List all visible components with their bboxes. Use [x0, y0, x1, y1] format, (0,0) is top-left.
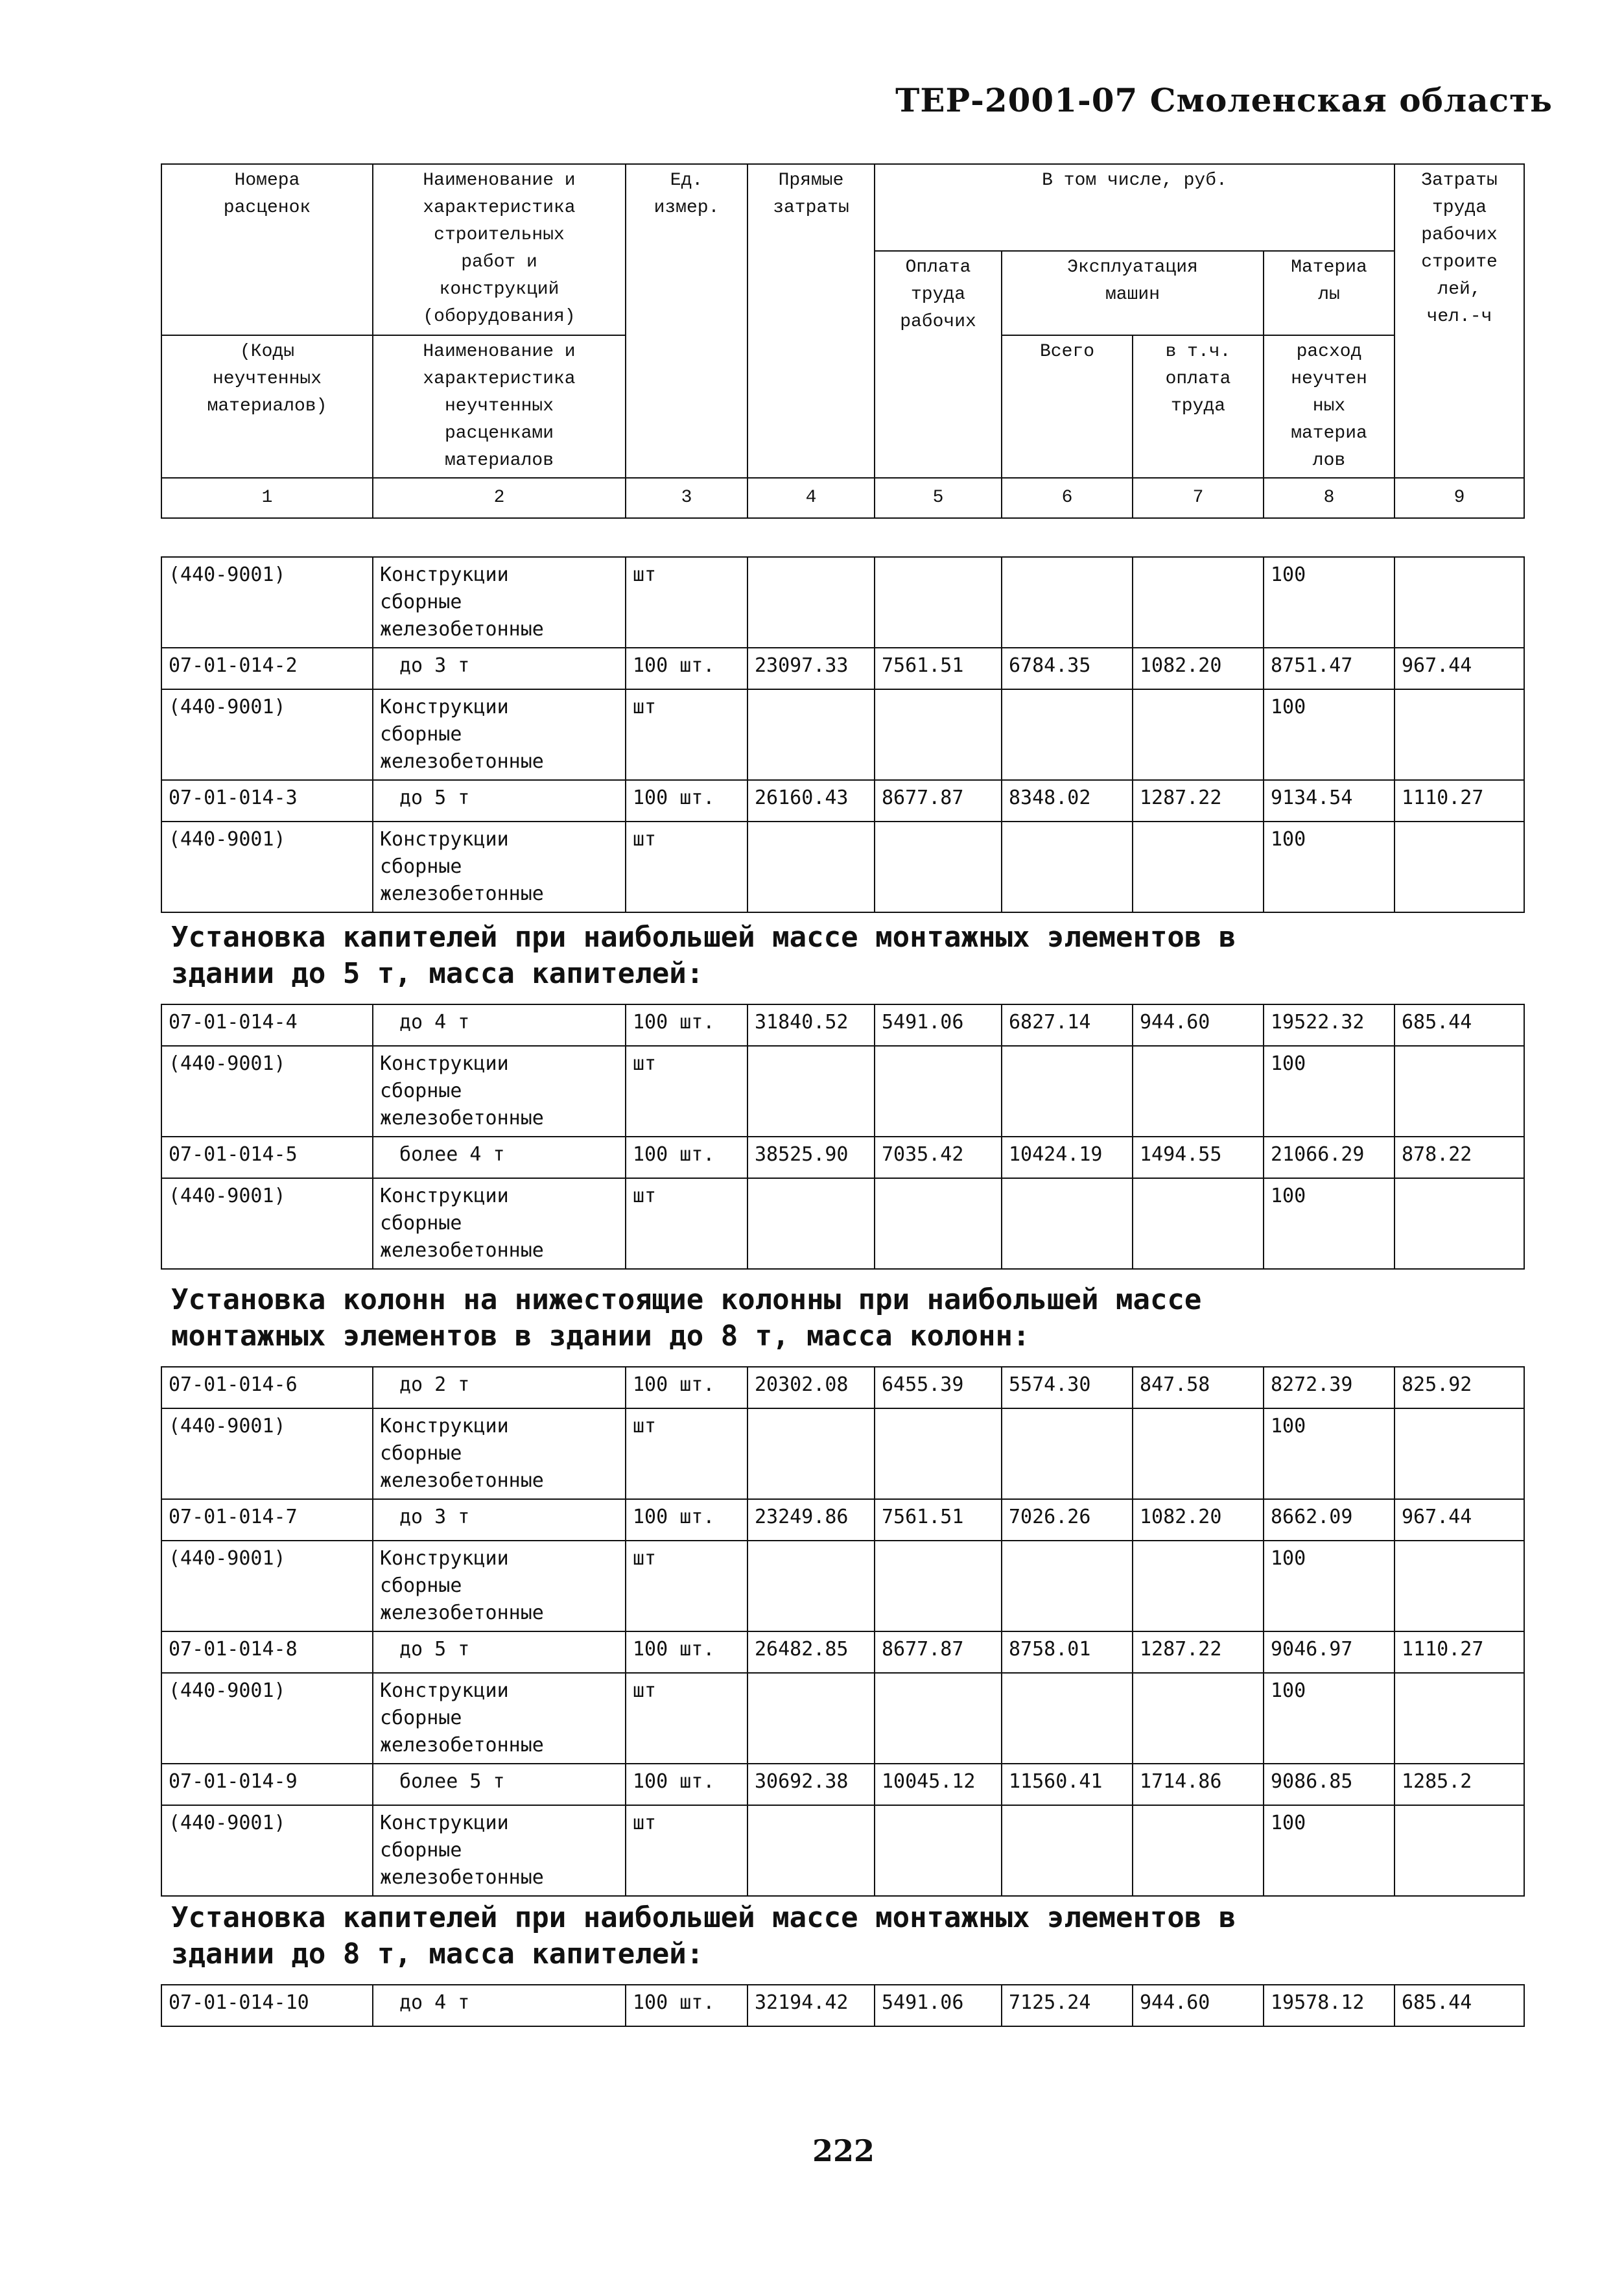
hours-cell: 825.92: [1395, 1367, 1524, 1408]
mach-cell: 7125.24: [1002, 1985, 1133, 2026]
work-name-cell: до 5 т: [373, 780, 626, 822]
rate-row: [161, 1499, 1524, 1541]
material-row: [161, 1408, 1524, 1499]
unit-cell: 100 шт.: [626, 1004, 747, 1046]
material-name-line: железобетонные: [380, 1107, 544, 1130]
material-name-line: Конструкции: [380, 1052, 509, 1075]
work-name-cell: до 5 т: [373, 1631, 626, 1673]
empty-cell: [1395, 1673, 1524, 1764]
empty-cell: [747, 1541, 875, 1631]
material-name-line: сборные: [380, 1442, 462, 1465]
code-cell: (440-9001): [161, 689, 373, 780]
unit-cell: 100 шт.: [626, 648, 747, 689]
unit-cell: 100 шт.: [626, 780, 747, 822]
rate-row: [161, 1985, 1524, 2026]
materials-cell: 8272.39: [1264, 1367, 1395, 1408]
material-name-line: Конструкции: [380, 1185, 509, 1207]
empty-cell: [875, 1046, 1002, 1137]
mach-labor-cell: 1082.20: [1133, 1499, 1264, 1541]
material-unit-cell: шт: [626, 689, 747, 780]
material-name-line: сборные: [380, 1839, 462, 1862]
material-name-cell: [373, 689, 626, 780]
mach-cell: 8348.02: [1002, 780, 1133, 822]
empty-cell: [1002, 822, 1133, 912]
empty-cell: [747, 1178, 875, 1269]
mach-cell: 5574.30: [1002, 1367, 1133, 1408]
labor-cell: 7035.42: [875, 1137, 1002, 1178]
mach-cell: 11560.41: [1002, 1764, 1133, 1805]
running-title: ТЕР-2001-07 Смоленская область: [895, 81, 1553, 119]
code-cell: 07-01-014-3: [161, 780, 373, 822]
empty-cell: [1395, 1408, 1524, 1499]
material-name-line: железобетонные: [380, 1734, 544, 1757]
material-name-line: железобетонные: [380, 1866, 544, 1889]
materials-cell: 8751.47: [1264, 648, 1395, 689]
material-name-line: железобетонные: [380, 750, 544, 773]
mach-labor-cell: 1287.22: [1133, 780, 1264, 822]
material-amount-cell: 100: [1264, 557, 1395, 648]
direct-cell: 26160.43: [747, 780, 875, 822]
hours-cell: 685.44: [1395, 1985, 1524, 2026]
labor-cell: 7561.51: [875, 648, 1002, 689]
material-row: [161, 1673, 1524, 1764]
material-name-cell: [373, 822, 626, 912]
material-name-line: сборные: [380, 1707, 462, 1729]
code-cell: (440-9001): [161, 822, 373, 912]
code-cell: 07-01-014-9: [161, 1764, 373, 1805]
material-unit-cell: шт: [626, 1408, 747, 1499]
material-amount-cell: 100: [1264, 1178, 1395, 1269]
header-work-name: Наименование и характеристика строительных работ и конструкций (оборудования): [373, 164, 626, 335]
empty-cell: [1395, 822, 1524, 912]
material-unit-cell: шт: [626, 1178, 747, 1269]
empty-cell: [875, 1408, 1002, 1499]
labor-cell: 8677.87: [875, 780, 1002, 822]
unit-cell: 100 шт.: [626, 1631, 747, 1673]
code-cell: (440-9001): [161, 1673, 373, 1764]
code-cell: 07-01-014-10: [161, 1985, 373, 2026]
empty-cell: [747, 822, 875, 912]
labor-cell: 7561.51: [875, 1499, 1002, 1541]
empty-cell: [1133, 1541, 1264, 1631]
material-name-line: сборные: [380, 1574, 462, 1597]
code-cell: 07-01-014-2: [161, 648, 373, 689]
material-row: [161, 1178, 1524, 1269]
header-num: 9: [1395, 478, 1524, 518]
direct-cell: 20302.08: [747, 1367, 875, 1408]
unit-cell: 100 шт.: [626, 1764, 747, 1805]
code-cell: (440-9001): [161, 1805, 373, 1896]
direct-cell: 32194.42: [747, 1985, 875, 2026]
work-name-cell: до 2 т: [373, 1367, 626, 1408]
empty-cell: [747, 557, 875, 648]
rate-row: [161, 780, 1524, 822]
header-direct-costs: Прямые затраты: [747, 164, 875, 478]
empty-cell: [747, 689, 875, 780]
material-amount-cell: 100: [1264, 822, 1395, 912]
empty-cell: [875, 1805, 1002, 1896]
empty-cell: [1133, 1805, 1264, 1896]
page-number: 222: [812, 2133, 875, 2168]
code-cell: 07-01-014-8: [161, 1631, 373, 1673]
empty-cell: [1002, 1673, 1133, 1764]
empty-cell: [1002, 1408, 1133, 1499]
direct-cell: 31840.52: [747, 1004, 875, 1046]
material-name-line: сборные: [380, 855, 462, 878]
header-machines: Эксплуатация машин: [1002, 251, 1264, 335]
empty-cell: [1133, 822, 1264, 912]
material-name-line: железобетонные: [380, 1602, 544, 1624]
empty-cell: [747, 1673, 875, 1764]
empty-cell: [1395, 1541, 1524, 1631]
material-unit-cell: шт: [626, 1805, 747, 1896]
material-name-cell: [373, 1805, 626, 1896]
code-cell: (440-9001): [161, 557, 373, 648]
header-num: 5: [875, 478, 1002, 518]
material-name-cell: [373, 1673, 626, 1764]
hours-cell: 685.44: [1395, 1004, 1524, 1046]
header-rate-numbers: Номера расценок: [161, 164, 373, 335]
rate-row: [161, 1764, 1524, 1805]
material-amount-cell: 100: [1264, 1673, 1395, 1764]
header-num: 4: [747, 478, 875, 518]
material-name-cell: [373, 557, 626, 648]
work-name-cell: более 5 т: [373, 1764, 626, 1805]
direct-cell: 23249.86: [747, 1499, 875, 1541]
section-title: Установка капителей при наибольшей массе монтажных элементов в здании до 8 т, масса капителей:: [171, 1901, 1236, 1971]
material-row: [161, 1805, 1524, 1896]
unit-cell: 100 шт.: [626, 1499, 747, 1541]
material-row: [161, 1541, 1524, 1631]
mach-cell: 7026.26: [1002, 1499, 1133, 1541]
code-cell: (440-9001): [161, 1408, 373, 1499]
rate-row: [161, 1004, 1524, 1046]
header-unit: Ед. измер.: [626, 164, 747, 478]
header-num: 3: [626, 478, 747, 518]
material-row: [161, 689, 1524, 780]
empty-cell: [1133, 1673, 1264, 1764]
empty-cell: [1002, 1046, 1133, 1137]
work-name-cell: до 4 т: [373, 1004, 626, 1046]
code-cell: 07-01-014-4: [161, 1004, 373, 1046]
column-header-table: [161, 163, 1525, 519]
direct-cell: 26482.85: [747, 1631, 875, 1673]
material-unit-cell: шт: [626, 1673, 747, 1764]
material-amount-cell: 100: [1264, 1408, 1395, 1499]
empty-cell: [1002, 689, 1133, 780]
header-num: 2: [373, 478, 626, 518]
material-amount-cell: 100: [1264, 689, 1395, 780]
code-cell: (440-9001): [161, 1541, 373, 1631]
material-name-line: Конструкции: [380, 1812, 509, 1834]
empty-cell: [1395, 1805, 1524, 1896]
code-cell: 07-01-014-7: [161, 1499, 373, 1541]
material-name-cell: [373, 1178, 626, 1269]
rate-row: [161, 1631, 1524, 1673]
hours-cell: 1285.2: [1395, 1764, 1524, 1805]
material-name-line: Конструкции: [380, 696, 509, 718]
hours-cell: 1110.27: [1395, 1631, 1524, 1673]
header-labor-pay: Оплата труда рабочих: [875, 251, 1002, 478]
mach-cell: 8758.01: [1002, 1631, 1133, 1673]
rates-table-4: [161, 1984, 1525, 2027]
empty-cell: [875, 557, 1002, 648]
rates-table-1: [161, 556, 1525, 913]
empty-cell: [1395, 1046, 1524, 1137]
empty-cell: [1133, 689, 1264, 780]
mach-labor-cell: 944.60: [1133, 1985, 1264, 2026]
work-name-cell: более 4 т: [373, 1137, 626, 1178]
empty-cell: [747, 1046, 875, 1137]
mach-labor-cell: 1082.20: [1133, 648, 1264, 689]
labor-cell: 5491.06: [875, 1985, 1002, 2026]
materials-cell: 19578.12: [1264, 1985, 1395, 2026]
rate-row: [161, 1137, 1524, 1178]
empty-cell: [875, 1541, 1002, 1631]
materials-cell: 21066.29: [1264, 1137, 1395, 1178]
rate-row: [161, 648, 1524, 689]
section-title: Установка колонн на нижестоящие колонны при наибольшей массе монтажных элементов в здании до 8 т, масса колонн:: [171, 1283, 1202, 1353]
mach-cell: 6784.35: [1002, 648, 1133, 689]
unit-cell: 100 шт.: [626, 1137, 747, 1178]
empty-cell: [875, 1178, 1002, 1269]
empty-cell: [1002, 1541, 1133, 1631]
header-labor-hours: Затраты труда рабочих строите лей, чел.-ч: [1395, 164, 1524, 478]
material-name-line: Конструкции: [380, 1679, 509, 1702]
empty-cell: [1002, 1805, 1133, 1896]
labor-cell: 10045.12: [875, 1764, 1002, 1805]
hours-cell: 878.22: [1395, 1137, 1524, 1178]
code-cell: (440-9001): [161, 1046, 373, 1137]
rates-table-2: [161, 1004, 1525, 1270]
section-title: Установка капителей при наибольшей массе монтажных элементов в здании до 5 т, масса капителей:: [171, 921, 1236, 990]
direct-cell: 30692.38: [747, 1764, 875, 1805]
material-name-cell: [373, 1046, 626, 1137]
materials-cell: 9046.97: [1264, 1631, 1395, 1673]
empty-cell: [875, 822, 1002, 912]
materials-cell: 19522.32: [1264, 1004, 1395, 1046]
mach-labor-cell: 1494.55: [1133, 1137, 1264, 1178]
empty-cell: [747, 1805, 875, 1896]
materials-cell: 9086.85: [1264, 1764, 1395, 1805]
hours-cell: 967.44: [1395, 648, 1524, 689]
empty-cell: [1133, 557, 1264, 648]
header-num: 8: [1264, 478, 1395, 518]
material-row: [161, 822, 1524, 912]
empty-cell: [1395, 1178, 1524, 1269]
header-num: 6: [1002, 478, 1133, 518]
material-name-cell: [373, 1541, 626, 1631]
code-cell: 07-01-014-6: [161, 1367, 373, 1408]
mach-labor-cell: 847.58: [1133, 1367, 1264, 1408]
header-machines-total: Всего: [1002, 335, 1133, 478]
header-machines-labor: в т.ч. оплата труда: [1133, 335, 1264, 478]
materials-cell: 8662.09: [1264, 1499, 1395, 1541]
material-amount-cell: 100: [1264, 1541, 1395, 1631]
material-name-line: сборные: [380, 591, 462, 613]
header-num: 7: [1133, 478, 1264, 518]
material-name-line: Конструкции: [380, 563, 509, 586]
material-name-line: Конструкции: [380, 1415, 509, 1438]
material-amount-cell: 100: [1264, 1805, 1395, 1896]
material-amount-cell: 100: [1264, 1046, 1395, 1137]
material-unit-cell: шт: [626, 557, 747, 648]
work-name-cell: до 3 т: [373, 1499, 626, 1541]
work-name-cell: до 3 т: [373, 648, 626, 689]
header-num: 1: [161, 478, 373, 518]
material-name-line: железобетонные: [380, 1469, 544, 1492]
direct-cell: 23097.33: [747, 648, 875, 689]
material-name-cell: [373, 1408, 626, 1499]
empty-cell: [1133, 1178, 1264, 1269]
material-unit-cell: шт: [626, 1046, 747, 1137]
hours-cell: 967.44: [1395, 1499, 1524, 1541]
empty-cell: [875, 689, 1002, 780]
empty-cell: [1395, 689, 1524, 780]
empty-cell: [747, 1408, 875, 1499]
header-material-codes: (Коды неучтенных материалов): [161, 335, 373, 478]
work-name-cell: до 4 т: [373, 1985, 626, 2026]
header-materials: Материа лы: [1264, 251, 1395, 335]
material-name-line: Конструкции: [380, 1547, 509, 1570]
material-name-line: сборные: [380, 1212, 462, 1235]
material-row: [161, 557, 1524, 648]
mach-labor-cell: 944.60: [1133, 1004, 1264, 1046]
material-name-line: сборные: [380, 723, 462, 746]
labor-cell: 6455.39: [875, 1367, 1002, 1408]
material-name-line: железобетонные: [380, 882, 544, 905]
empty-cell: [1133, 1408, 1264, 1499]
hours-cell: 1110.27: [1395, 780, 1524, 822]
mach-cell: 6827.14: [1002, 1004, 1133, 1046]
material-unit-cell: шт: [626, 1541, 747, 1631]
empty-cell: [1133, 1046, 1264, 1137]
header-including-group: В том числе, руб.: [875, 164, 1395, 251]
material-name-line: Конструкции: [380, 828, 509, 851]
header-material-name: Наименование и характеристика неучтенных расценками материалов: [373, 335, 626, 478]
rate-row: [161, 1367, 1524, 1408]
code-cell: 07-01-014-5: [161, 1137, 373, 1178]
empty-cell: [875, 1673, 1002, 1764]
rates-table-3: [161, 1366, 1525, 1897]
material-name-line: железобетонные: [380, 1239, 544, 1262]
header-material-consumption: расход неучтен ных материа лов: [1264, 335, 1395, 478]
material-unit-cell: шт: [626, 822, 747, 912]
empty-cell: [1002, 557, 1133, 648]
unit-cell: 100 шт.: [626, 1367, 747, 1408]
unit-cell: 100 шт.: [626, 1985, 747, 2026]
code-cell: (440-9001): [161, 1178, 373, 1269]
material-row: [161, 1046, 1524, 1137]
material-name-line: сборные: [380, 1080, 462, 1102]
material-name-line: железобетонные: [380, 618, 544, 641]
mach-cell: 10424.19: [1002, 1137, 1133, 1178]
materials-cell: 9134.54: [1264, 780, 1395, 822]
empty-cell: [1002, 1178, 1133, 1269]
labor-cell: 5491.06: [875, 1004, 1002, 1046]
direct-cell: 38525.90: [747, 1137, 875, 1178]
mach-labor-cell: 1714.86: [1133, 1764, 1264, 1805]
empty-cell: [1395, 557, 1524, 648]
labor-cell: 8677.87: [875, 1631, 1002, 1673]
mach-labor-cell: 1287.22: [1133, 1631, 1264, 1673]
